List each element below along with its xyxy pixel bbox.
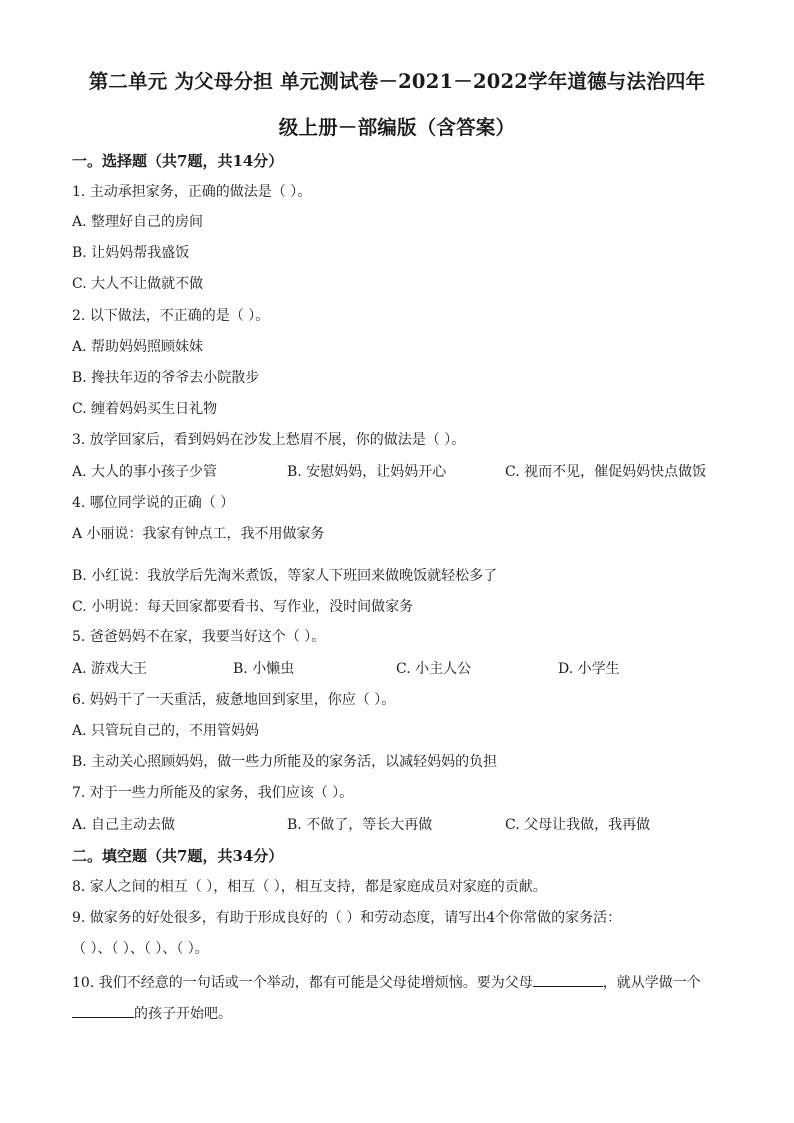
- question-5-option-c: C. 小主人公: [396, 661, 472, 677]
- question-4-option-c: C. 小明说：每天回家都要看书、写作业，没时间做家务: [72, 599, 414, 615]
- question-3-option-c: C. 视而不见，催促妈妈快点做饭: [505, 464, 707, 480]
- section-heading-choice: 一。选择题（共7题，共14分）: [72, 152, 284, 170]
- question-4-stem: 4. 哪位同学说的正确（ ）: [72, 495, 235, 511]
- question-4-option-a: A 小丽说：我家有钟点工，我不用做家务: [72, 526, 325, 542]
- question-6-stem: 6. 妈妈干了一天重活，疲惫地回到家里，你应（ ）。: [72, 692, 396, 708]
- question-3-option-a: A. 大人的事小孩子少管: [72, 464, 218, 480]
- question-8-stem: 8. 家人之间的相互（ ），相互（ ），相互支持，都是家庭成员对家庭的贡献。: [72, 879, 547, 895]
- question-1-option-c: C. 大人不让做就不做: [72, 276, 204, 292]
- question-9-stem: 9. 做家务的好处很多，有助于形成良好的（ ）和劳动态度，请写出4个你常做的家务活：: [72, 910, 622, 926]
- question-2-option-c: C. 缠着妈妈买生日礼物: [72, 401, 218, 417]
- section-heading-fill-in: 二。填空题（共7题，共34分）: [72, 847, 284, 865]
- question-6-option-a: A. 只管玩自己的，不用管妈妈: [72, 723, 260, 739]
- question-4-option-b: B. 小红说：我放学后先淘米煮饭，等家人下班回来做晚饭就轻松多了: [72, 568, 498, 584]
- question-7-option-b: B. 不做了，等长大再做: [287, 817, 433, 833]
- question-7-stem: 7. 对于一些力所能及的家务，我们应该（ ）。: [72, 785, 354, 801]
- question-5-option-b: B. 小懒虫: [233, 661, 295, 677]
- question-10-blank-2: [72, 1002, 134, 1018]
- question-1-option-a: A. 整理好自己的房间: [72, 214, 204, 230]
- question-7-option-c: C. 父母让我做，我再做: [505, 817, 651, 833]
- question-10-line-1: [72, 971, 701, 993]
- question-2-option-b: B. 搀扶年迈的爷爷去小院散步: [72, 370, 260, 386]
- question-10-text-1: 10. 我们不经意的一句话或一个举动，都有可能是父母徒增烦恼。要为父母: [72, 975, 533, 991]
- question-5-option-a: A. 游戏大王: [72, 661, 148, 677]
- question-6-option-b: B. 主动关心照顾妈妈，做一些力所能及的家务活，以减轻妈妈的负担: [72, 754, 498, 770]
- question-10-blank-1: [533, 971, 603, 987]
- document-title-line-2: 级上册－部编版（含答案）: [278, 116, 516, 139]
- question-3-option-b: B. 安慰妈妈，让妈妈开心: [287, 464, 447, 480]
- question-1-option-b: B. 让妈妈帮我盛饭: [72, 245, 190, 261]
- question-5-stem: 5. 爸爸妈妈不在家，我要当好这个（ ）。: [72, 629, 326, 645]
- question-10-text-3: 的孩子开始吧。: [134, 1006, 232, 1022]
- question-1-stem: 1. 主动承担家务，正确的做法是（ ）。: [72, 184, 312, 200]
- question-10-text-2: ，就从学做一个: [602, 975, 701, 991]
- question-2-option-a: A. 帮助妈妈照顾妹妹: [72, 339, 204, 355]
- question-5-option-d: D. 小学生: [558, 661, 620, 677]
- question-3-stem: 3. 放学回家后，看到妈妈在沙发上愁眉不展，你的做法是（ ）。: [72, 432, 466, 448]
- question-9-continuation: （ ）、（ ）、（ ）、（ ）。: [72, 941, 209, 957]
- question-2-stem: 2. 以下做法，不正确的是（ ）。: [72, 308, 270, 324]
- question-7-option-a: A. 自己主动去做: [72, 817, 176, 833]
- document-title-line-1: 第二单元 为父母分担 单元测试卷－2021－2022学年道德与法治四年: [88, 70, 706, 93]
- question-10-line-2: [72, 1002, 232, 1024]
